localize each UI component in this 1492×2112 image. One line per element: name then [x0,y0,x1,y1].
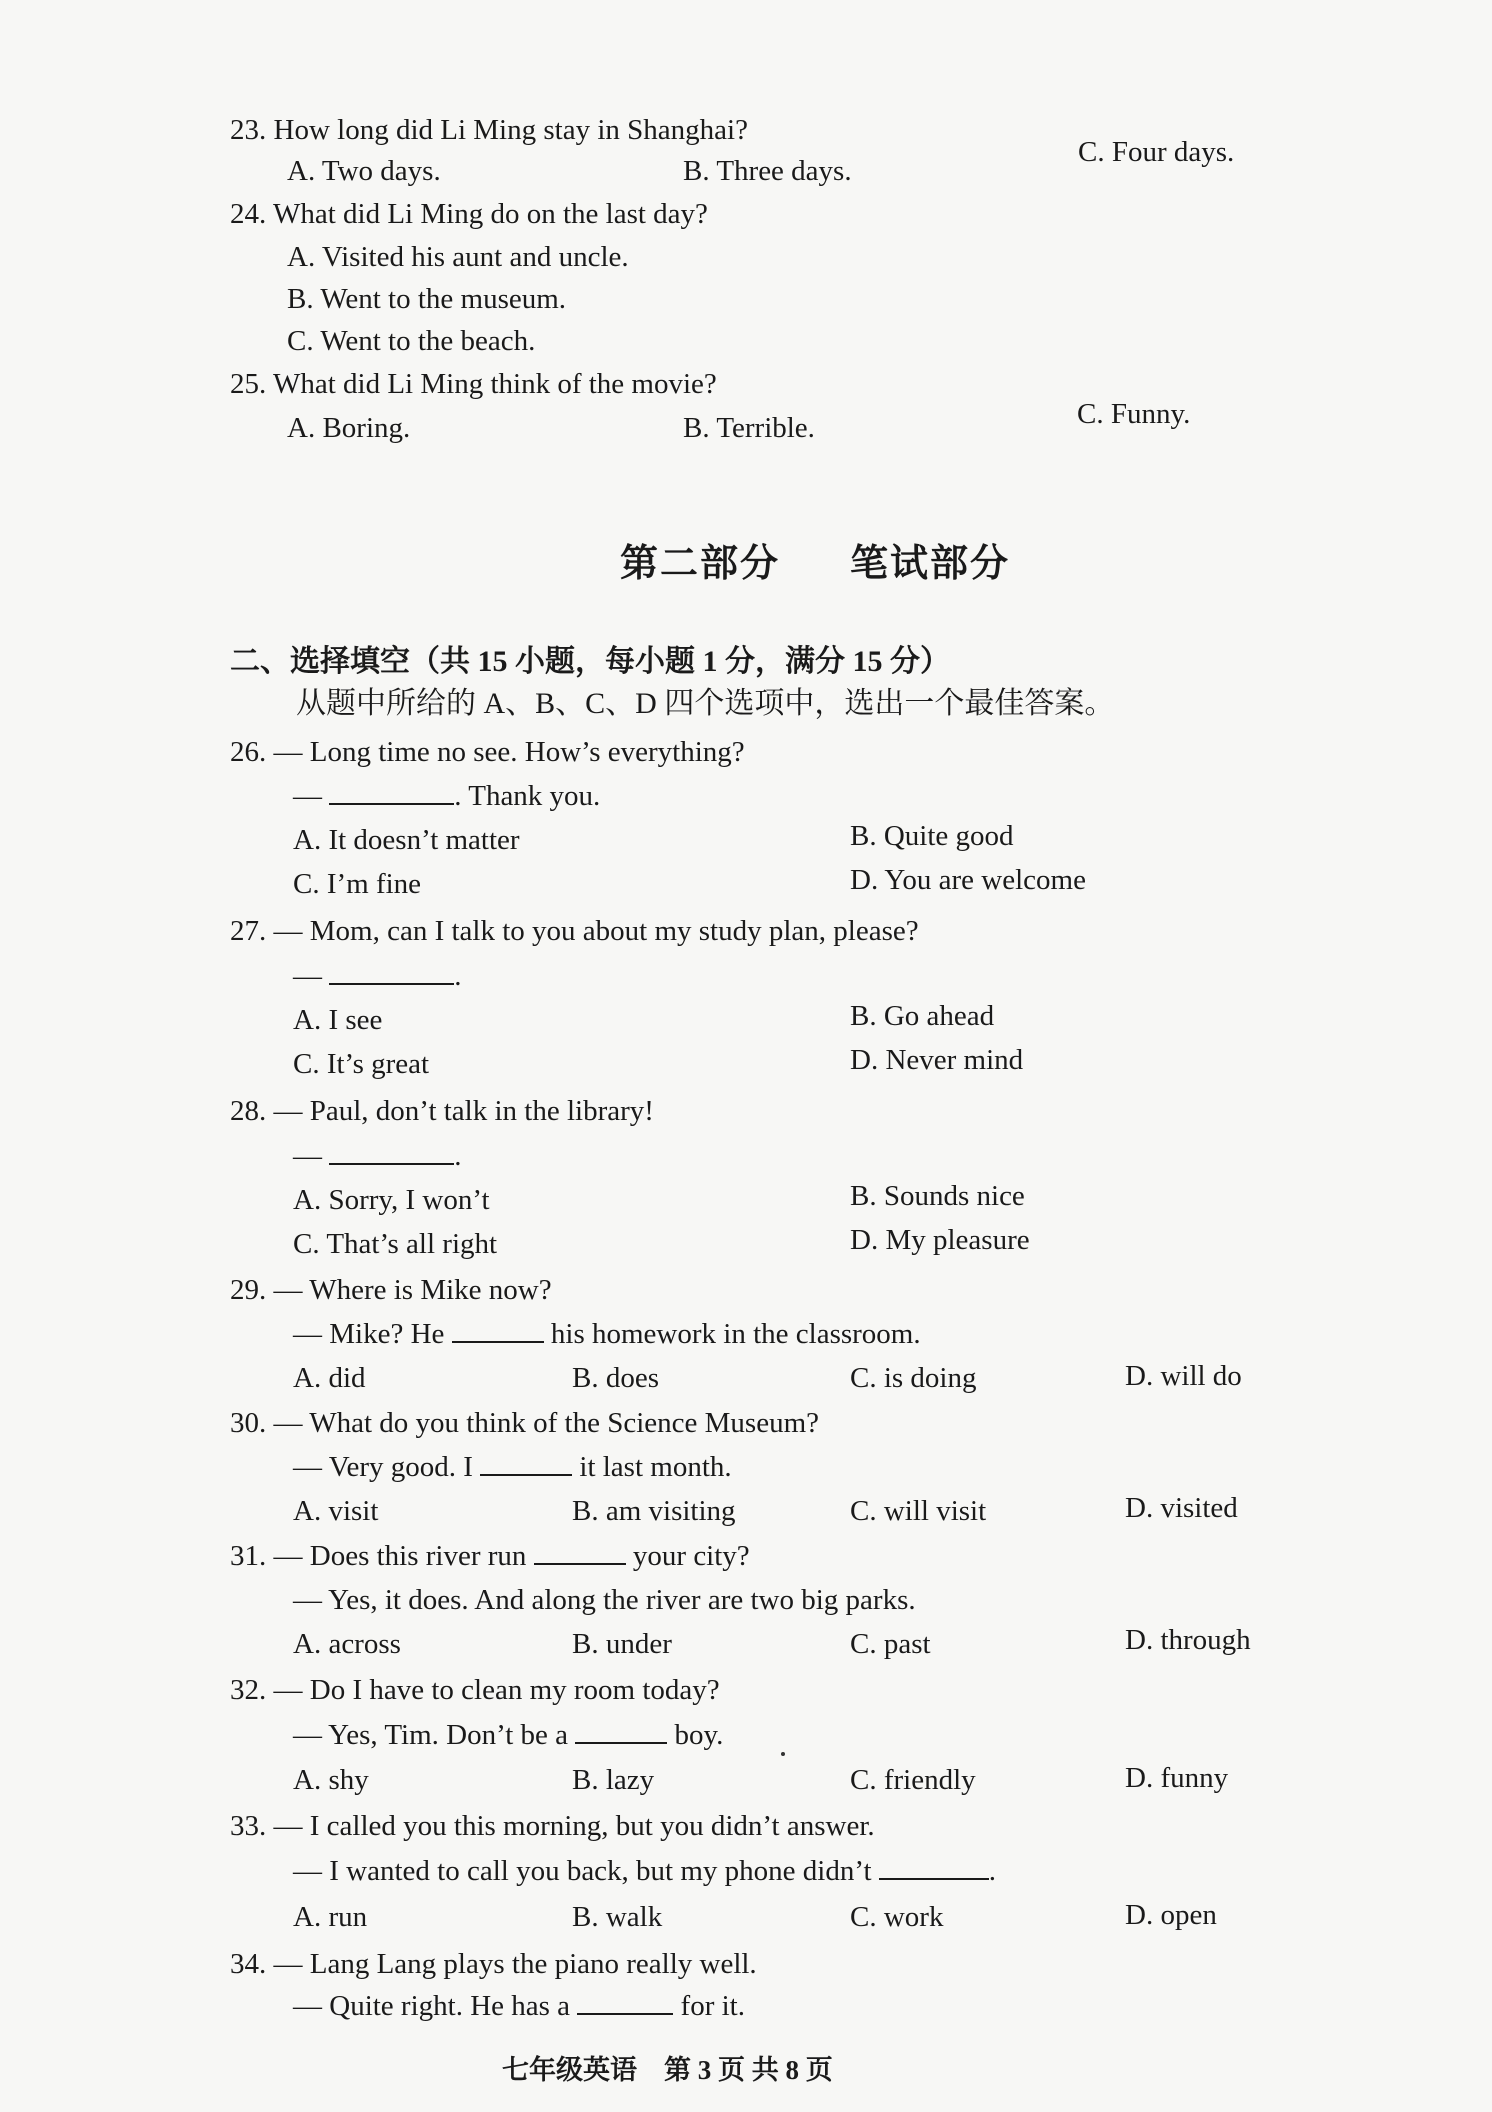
answer-blank [480,1450,572,1476]
q33-option-b: B. walk [572,1901,663,1933]
q33-option-c: C. work [850,1901,944,1933]
section-heading: 二、选择填空（共 15 小题，每小题 1 分，满分 15 分） [230,645,950,678]
stray-dot [781,1752,785,1756]
q29-option-a: A. did [293,1362,366,1394]
q28-line-2: — . [293,1140,462,1172]
answer-blank [575,1718,667,1744]
section-instruction: 从题中所给的 A、B、C、D 四个选项中，选出一个最佳答案。 [296,687,1115,720]
q34-line-2: — Quite right. He has a for it. [293,1990,745,2022]
question-34: 34. — Lang Lang plays the piano really well. [230,1948,757,1980]
q26-line-2: — . Thank you. [293,780,601,812]
q30-option-d: D. visited [1125,1492,1238,1524]
q28-option-c: C. That’s all right [293,1228,498,1260]
q32-line-2: — Yes, Tim. Don’t be a boy. [293,1719,724,1751]
question-31: 31. — Does this river run your city? [230,1540,750,1572]
q32-option-b: B. lazy [572,1764,655,1796]
q25-option-c: C. Funny. [1077,398,1191,430]
q27-option-c: C. It’s great [293,1048,430,1080]
page-footer: 七年级英语 第 3 页 共 8 页 [502,2055,833,2085]
q30-option-a: A. visit [293,1495,379,1527]
question-28: 28. — Paul, don’t talk in the library! [230,1095,654,1127]
q27-option-d: D. Never mind [850,1044,1024,1076]
q32-option-c: C. friendly [850,1764,976,1796]
answer-blank [452,1317,544,1343]
q32-option-d: D. funny [1125,1762,1229,1794]
q27-line-2: — . [293,960,462,992]
answer-blank [329,1139,454,1165]
q31-line-2: — Yes, it does. And along the river are two big parks. [293,1584,916,1616]
q26-option-c: C. I’m fine [293,868,422,900]
question-29: 29. — Where is Mike now? [230,1274,552,1306]
q26-option-a: A. It doesn’t matter [293,824,520,856]
question-24: 24. What did Li Ming do on the last day? [230,198,708,230]
question-25: 25. What did Li Ming think of the movie? [230,368,717,400]
q31-option-d: D. through [1125,1624,1251,1656]
q33-option-a: A. run [293,1901,368,1933]
q31-option-b: B. under [572,1628,672,1660]
question-26: 26. — Long time no see. How’s everything? [230,736,745,768]
q23-option-a: A. Two days. [287,155,441,187]
q29-line-2: — Mike? He his homework in the classroom. [293,1318,921,1350]
q25-option-a: A. Boring. [287,412,411,444]
q23-option-b: B. Three days. [683,155,852,187]
q29-option-d: D. will do [1125,1360,1242,1392]
q33-option-d: D. open [1125,1899,1217,1931]
q29-option-c: C. is doing [850,1362,977,1394]
q23-option-c: C. Four days. [1078,136,1235,168]
q26-option-d: D. You are welcome [850,864,1086,896]
q28-option-b: B. Sounds nice [850,1180,1025,1212]
q30-option-b: B. am visiting [572,1495,736,1527]
question-32: 32. — Do I have to clean my room today? [230,1674,720,1706]
answer-blank [577,1989,673,2015]
q27-option-a: A. I see [293,1004,383,1036]
q30-line-2: — Very good. I it last month. [293,1451,732,1483]
q26-option-b: B. Quite good [850,820,1014,852]
q29-option-b: B. does [572,1362,659,1394]
q33-line-2: — I wanted to call you back, but my phone didn’t . [293,1855,997,1887]
question-30: 30. — What do you think of the Science Museum? [230,1407,820,1439]
answer-blank [879,1854,989,1880]
q24-option-c: C. Went to the beach. [287,325,536,357]
q28-option-d: D. My pleasure [850,1224,1030,1256]
question-27: 27. — Mom, can I talk to you about my study plan, please? [230,915,919,947]
q27-option-b: B. Go ahead [850,1000,995,1032]
q32-option-a: A. shy [293,1764,369,1796]
q24-option-b: B. Went to the museum. [287,283,567,315]
q24-option-a: A. Visited his aunt and uncle. [287,241,629,273]
question-23: 23. How long did Li Ming stay in Shanghai? [230,114,748,146]
question-33: 33. — I called you this morning, but you didn’t answer. [230,1810,875,1842]
q28-option-a: A. Sorry, I won’t [293,1184,490,1216]
part-two-title: 第二部分 笔试部分 [620,543,1011,585]
q30-option-c: C. will visit [850,1495,987,1527]
answer-blank [329,959,454,985]
q25-option-b: B. Terrible. [683,412,815,444]
q31-option-a: A. across [293,1628,401,1660]
answer-blank [534,1539,626,1565]
q31-option-c: C. past [850,1628,931,1660]
answer-blank [329,779,454,805]
